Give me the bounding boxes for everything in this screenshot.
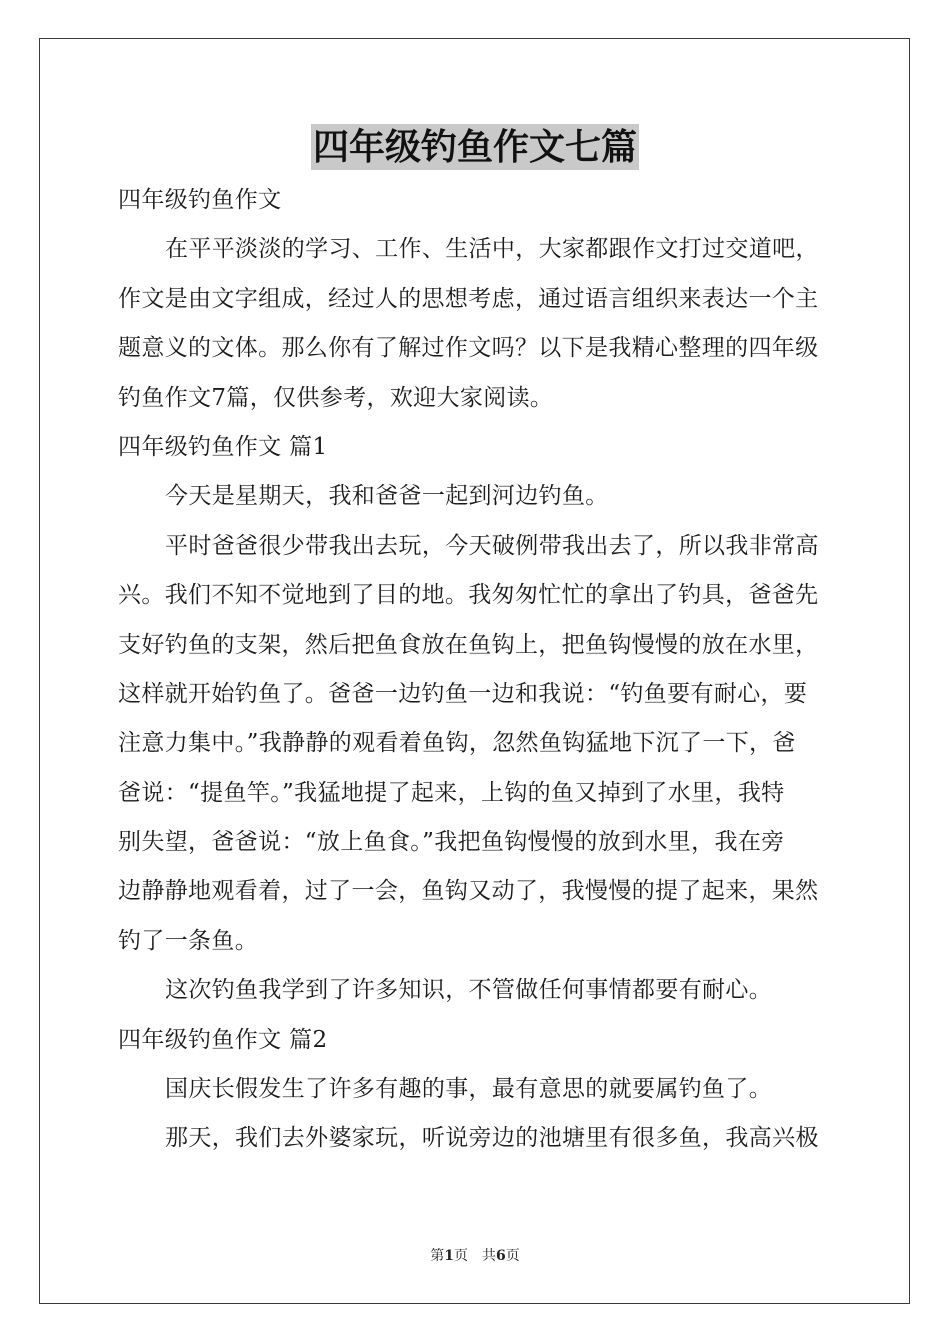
text-line: 国庆长假发生了许多有趣的事，最有意思的就要属钓鱼了。 <box>165 1076 773 1103</box>
text-line: 作文是由文字组成，经过人的思想考虑，通过语言组织来表达一个主 <box>118 285 819 312</box>
text-line: 这样就开始钓鱼了。爸爸一边钓鱼一边和我说：“钓鱼要有耐心，要 <box>118 680 808 707</box>
page-label-mid: 页 共 <box>454 1248 496 1264</box>
text-line: 钓了一条鱼。 <box>118 927 259 954</box>
text-line: 平时爸爸很少带我出去玩，今天破例带我出去了，所以我非常高 <box>165 532 819 559</box>
page-label-suffix: 页 <box>505 1248 520 1264</box>
document-title: 四年级钓鱼作文七篇 <box>312 126 637 168</box>
text-line: 今天是星期天，我和爸爸一起到河边钓鱼。 <box>165 483 609 510</box>
text-line: 在平平淡淡的学习、工作、生活中，大家都跟作文打过交道吧， <box>165 236 819 263</box>
text-line: 兴。我们不知不觉地到了目的地。我匆匆忙忙的拿出了钓具，爸爸先 <box>118 582 819 609</box>
page-footer <box>0 1245 950 1265</box>
text-line: 题意义的文体。那么你有了解过作文吗？以下是我精心整理的四年级 <box>118 335 819 362</box>
text-line: 爸说：“提鱼竿。”我猛地提了起来，上钩的鱼又掉到了水里，我特 <box>118 779 785 806</box>
text-line: 注意力集中。”我静静的观看着鱼钩，忽然鱼钩猛地下沉了一下，爸 <box>118 730 796 757</box>
text-line: 边静静地观看着，过了一会，鱼钩又动了，我慢慢的提了起来，果然 <box>118 878 819 905</box>
text-line: 那天，我们去外婆家玩，听说旁边的池塘里有很多鱼，我高兴极 <box>165 1125 819 1152</box>
document-body <box>118 176 834 1164</box>
text-line: 钓鱼作文7篇，仅供参考，欢迎大家阅读。 <box>118 384 554 411</box>
text-line: 别失望，爸爸说：“放上鱼食。”我把鱼钩慢慢的放到水里，我在旁 <box>118 829 785 856</box>
text-line: 四年级钓鱼作文 <box>118 187 282 213</box>
title-container <box>0 124 950 170</box>
section-heading: 四年级钓鱼作文 篇1 <box>118 433 328 460</box>
text-line: 这次钓鱼我学到了许多知识，不管做任何事情都要有耐心。 <box>165 977 773 1004</box>
text-line: 支好钓鱼的支架，然后把鱼食放在鱼钩上，把鱼钩慢慢的放在水里， <box>118 631 819 658</box>
current-page-number: 1 <box>444 1248 454 1264</box>
section-heading: 四年级钓鱼作文 篇2 <box>118 1026 328 1053</box>
page-label-prefix: 第 <box>430 1248 445 1264</box>
total-page-count: 6 <box>496 1248 506 1264</box>
